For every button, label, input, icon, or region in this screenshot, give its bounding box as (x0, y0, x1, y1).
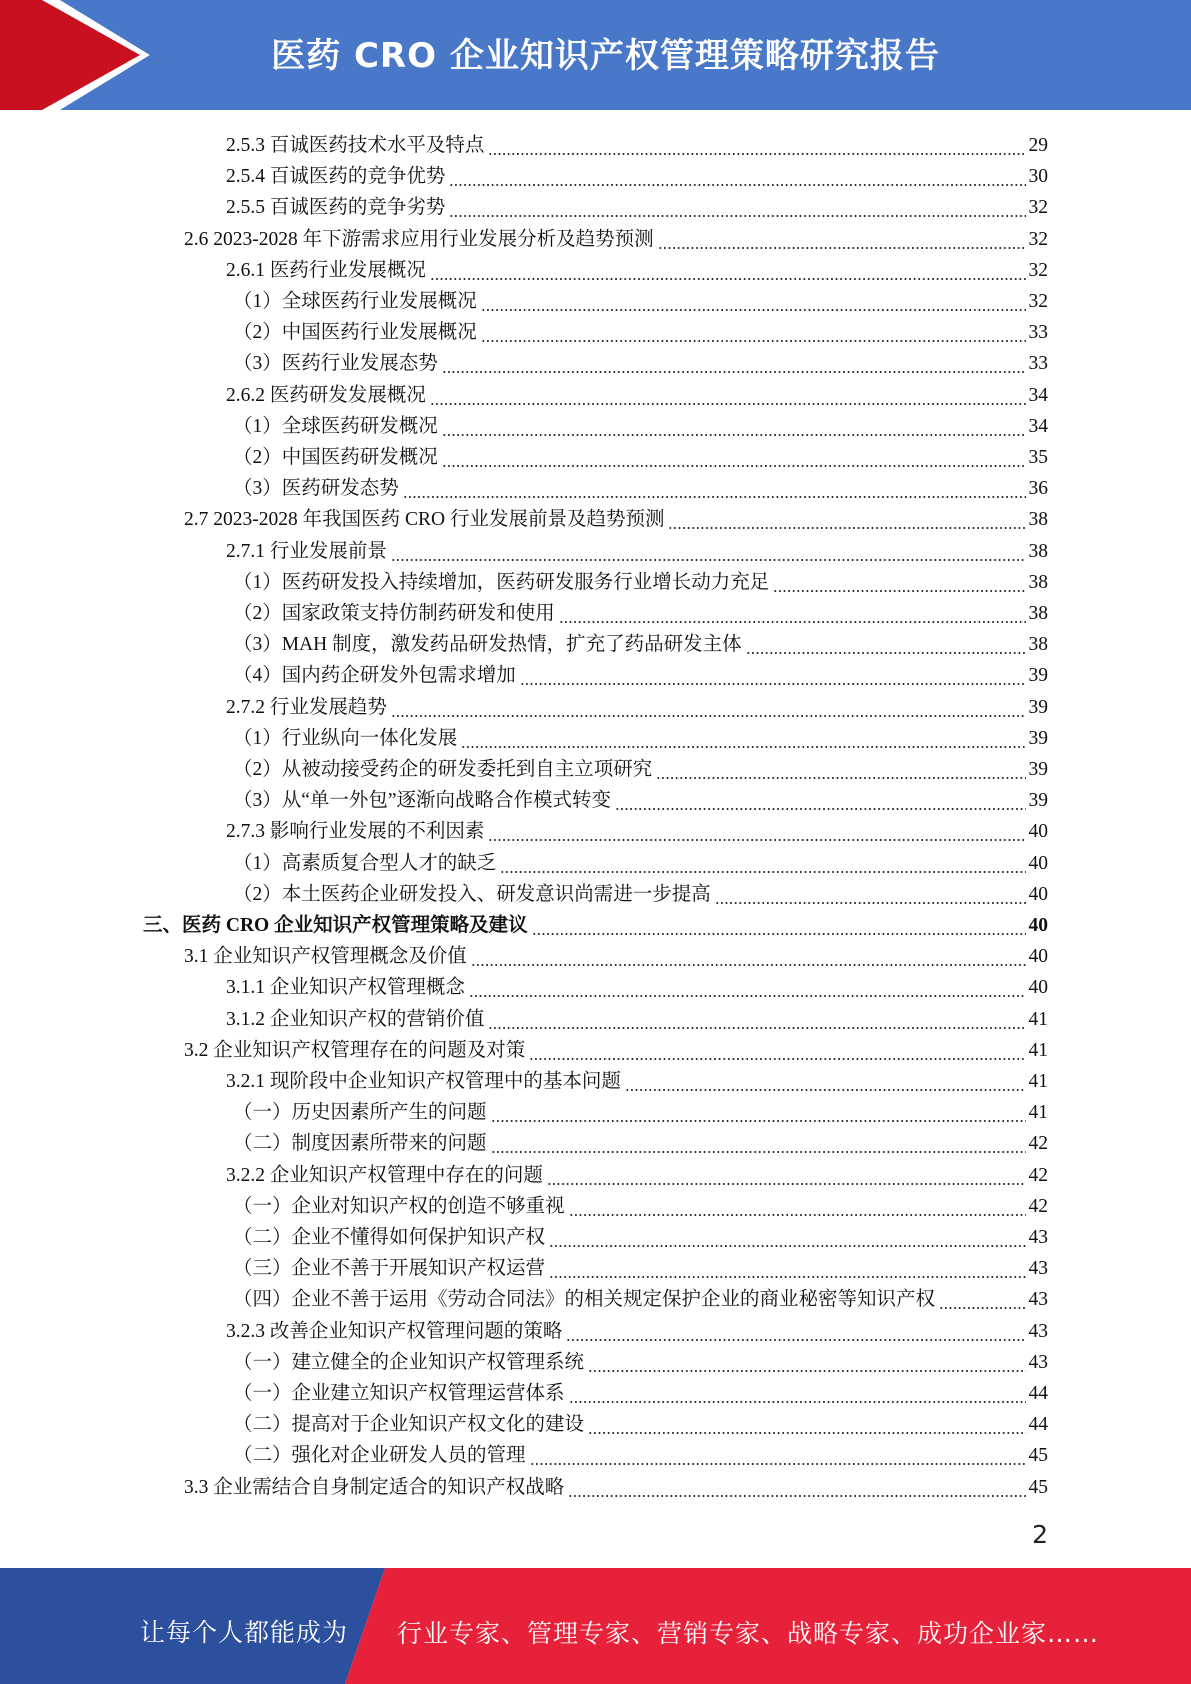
toc-entry-page: 32 (1028, 228, 1048, 250)
toc-dot-leader (391, 696, 1026, 720)
toc-entry[interactable] (184, 1032, 1048, 1063)
toc-entry[interactable] (184, 501, 1048, 532)
toc-dot-leader (430, 384, 1026, 408)
toc-entry[interactable] (226, 377, 1048, 408)
toc-dot-leader (549, 1257, 1025, 1281)
toc-entry[interactable] (226, 969, 1048, 1000)
toc-entry-page: 38 (1028, 634, 1048, 656)
page-footer (0, 1568, 1191, 1684)
toc-entry-title: （三）企业不善于开展知识产权运营 (233, 1258, 546, 1280)
toc-entry[interactable] (233, 782, 1048, 813)
toc-entry-title: 3.1.2 企业知识产权的营销价值 (226, 1008, 485, 1030)
toc-entry-page: 36 (1028, 478, 1048, 500)
toc-entry-title: （一）历史因素所产生的问题 (233, 1102, 487, 1124)
toc-entry-page: 33 (1028, 353, 1048, 375)
toc-dot-leader (588, 1413, 1025, 1437)
toc-entry[interactable] (233, 845, 1048, 876)
page-number: 2 (1032, 1520, 1048, 1549)
toc-entry-page: 43 (1028, 1351, 1048, 1373)
toc-entry-page: 44 (1028, 1414, 1048, 1436)
toc-entry-page: 42 (1028, 1195, 1048, 1217)
toc-entry[interactable] (226, 158, 1048, 189)
toc-dot-leader (500, 852, 1025, 876)
toc-entry-title: 3.2.3 改善企业知识产权管理问题的策略 (226, 1320, 563, 1342)
toc-entry-title: （3）医药研发态势 (233, 478, 399, 500)
toc-entry-title: （2）中国医药研发概况 (233, 447, 438, 468)
toc-entry[interactable] (226, 252, 1048, 283)
toc-entry-page: 40 (1028, 821, 1048, 843)
toc-entry-page: 39 (1028, 665, 1048, 687)
toc-entry-page: 43 (1028, 1289, 1048, 1311)
toc-entry-title: （四）企业不善于运用《劳动合同法》的相关规定保护企业的商业秘密等知识产权 (233, 1289, 936, 1311)
toc-entry-page: 41 (1028, 1071, 1048, 1092)
footer-slogan-right: 行业专家、管理专家、营销专家、战略专家、成功企业家…… (397, 1619, 1100, 1648)
toc-entry[interactable] (226, 689, 1048, 720)
toc-dot-leader (491, 1132, 1026, 1156)
toc-entry[interactable] (233, 470, 1048, 501)
toc-entry[interactable] (233, 626, 1048, 657)
toc-entry-title: （一）企业建立知识产权管理运营体系 (233, 1383, 565, 1404)
toc-entry-page: 42 (1028, 1133, 1048, 1155)
toc-entry-title: （3）从“单一外包”逐渐向战略合作模式转变 (233, 790, 612, 812)
toc-entry-page: 34 (1028, 384, 1048, 406)
toc-entry-title: （二）制度因素所带来的问题 (233, 1133, 487, 1155)
toc-entry-title: 2.6.1 医药行业发展概况 (226, 259, 426, 281)
toc-entry-page: 45 (1028, 1476, 1048, 1498)
toc-entry-page: 32 (1028, 197, 1048, 219)
toc-dot-leader (746, 633, 1026, 657)
toc-entry-title: （1）行业纵向一体化发展 (233, 727, 458, 749)
toc-entry[interactable] (233, 1406, 1048, 1437)
toc-entry-page: 39 (1028, 696, 1048, 718)
toc-entry-title: 2.5.4 百诚医药的竞争优势 (226, 166, 446, 188)
toc-entry[interactable] (233, 657, 1048, 688)
toc-entry-title: （2）从被动接受药企的研发委托到自主立项研究 (233, 759, 653, 780)
toc-dot-leader (588, 1351, 1025, 1375)
toc-entry-page: 38 (1028, 571, 1048, 593)
toc-entry[interactable] (184, 1469, 1048, 1500)
toc-entry-page: 38 (1028, 509, 1048, 531)
toc-dot-leader (430, 259, 1026, 283)
toc-entry-page: 32 (1028, 291, 1048, 312)
toc-entry-title: 2.7.2 行业发展趋势 (226, 696, 387, 718)
toc-entry[interactable] (226, 1313, 1048, 1344)
toc-entry[interactable] (233, 720, 1048, 751)
toc-entry-title: 3.2.1 现阶段中企业知识产权管理中的基本问题 (226, 1071, 621, 1092)
toc-dot-leader (442, 352, 1026, 376)
toc-entry-title: （二）企业不懂得如何保护知识产权 (233, 1227, 546, 1248)
toc-entry-page: 40 (1028, 883, 1048, 905)
toc-entry-page: 29 (1028, 135, 1048, 156)
toc-entry[interactable] (233, 1188, 1048, 1219)
toc-entry-page: 35 (1028, 447, 1048, 468)
toc-entry[interactable] (184, 938, 1048, 969)
toc-entry-title: （4）国内药企研发外包需求增加 (233, 665, 516, 687)
toc-dot-leader (520, 664, 1026, 688)
toc-entry-page: 33 (1028, 322, 1048, 344)
toc-entry-title: 三、医药 CRO 企业知识产权管理策略及建议 (143, 915, 528, 936)
toc-entry[interactable] (233, 876, 1048, 907)
toc-entry-page: 40 (1028, 852, 1048, 874)
toc-entry[interactable] (233, 1125, 1048, 1156)
toc-dot-leader (488, 820, 1025, 844)
toc-dot-leader (773, 571, 1025, 595)
toc-entry-title: （2）国家政策支持仿制药研发和使用 (233, 603, 555, 624)
toc-dot-leader (939, 1288, 1025, 1312)
toc-entry-page: 41 (1028, 1039, 1048, 1061)
toc-entry-title: （二）提高对于企业知识产权文化的建设 (233, 1414, 585, 1436)
toc-dot-leader (656, 758, 1025, 782)
toc-entry[interactable] (233, 595, 1048, 626)
toc-entry[interactable] (233, 1219, 1048, 1250)
toc-dot-leader (549, 1226, 1025, 1250)
toc-entry[interactable] (233, 314, 1048, 345)
toc-entry-page: 40 (1028, 946, 1048, 968)
toc-entry-page: 40 (1028, 977, 1048, 999)
toc-entry-title: 2.7.1 行业发展前景 (226, 540, 387, 562)
toc-entry[interactable] (226, 1157, 1048, 1188)
toc-entry-page: 42 (1028, 1164, 1048, 1186)
toc-entry-page: 43 (1028, 1258, 1048, 1280)
toc-dot-leader (391, 540, 1026, 564)
toc-entry-page: 44 (1028, 1383, 1048, 1404)
toc-entry-title: 3.1 企业知识产权管理概念及价值 (184, 946, 467, 968)
toc-entry[interactable] (233, 751, 1048, 782)
toc-entry-title: 3.2.2 企业知识产权管理中存在的问题 (226, 1164, 543, 1186)
toc-entry-title: 2.7 2023-2028 年我国医药 CRO 行业发展前景及趋势预测 (184, 509, 665, 531)
toc-entry[interactable] (233, 439, 1048, 470)
toc-dot-leader (568, 1476, 1025, 1500)
toc-entry[interactable] (233, 1250, 1048, 1281)
toc-entry-title: （1）全球医药研发概况 (233, 415, 438, 437)
toc-dot-leader (668, 508, 1025, 532)
toc-entry-title: （3）MAH 制度，激发药品研发热情，扩充了药品研发主体 (233, 634, 742, 656)
toc-dot-leader (715, 883, 1026, 907)
toc-entry[interactable] (233, 564, 1048, 595)
toc-entry[interactable] (226, 1001, 1048, 1032)
toc-entry[interactable] (233, 345, 1048, 376)
toc-dot-leader (569, 1195, 1026, 1219)
footer-slogan-left: 让每个人都能成为 (140, 1618, 349, 1647)
toc-entry[interactable] (226, 533, 1048, 564)
toc-entry[interactable] (184, 221, 1048, 252)
toc-dot-leader (481, 290, 1026, 314)
toc-entry-page: 38 (1028, 540, 1048, 562)
report-title: 医药 CRO 企业知识产权管理策略研究报告 (271, 36, 940, 76)
page-header (0, 0, 1191, 110)
toc-entry[interactable] (233, 1094, 1048, 1125)
toc-entry-title: （一）建立健全的企业知识产权管理系统 (233, 1351, 585, 1373)
toc-entry-title: （2）本土医药企业研发投入、研发意识尚需进一步提高 (233, 883, 711, 905)
toc-dot-leader (442, 446, 1026, 470)
toc-dot-leader (449, 196, 1025, 220)
toc-entry-page: 41 (1028, 1102, 1048, 1124)
toc-entry-title: 2.6 2023-2028 年下游需求应用行业发展分析及趋势预测 (184, 228, 654, 250)
toc-entry-title: 2.7.3 影响行业发展的不利因素 (226, 821, 485, 843)
toc-dot-leader (488, 1008, 1025, 1032)
toc-dot-leader (449, 165, 1025, 189)
toc-entry-title: 2.5.3 百诚医药技术水平及特点 (226, 135, 485, 156)
toc-dot-leader (481, 321, 1026, 345)
toc-dot-leader (488, 134, 1025, 158)
toc-entry-title: （一）企业对知识产权的创造不够重视 (233, 1195, 565, 1217)
toc-entry-title: （1）高素质复合型人才的缺乏 (233, 852, 497, 874)
toc-dot-leader (615, 789, 1025, 813)
toc-entry[interactable] (233, 283, 1048, 314)
toc-entry-page: 30 (1028, 166, 1048, 188)
toc-entry-title: （1）医药研发投入持续增加，医药研发服务行业增长动力充足 (233, 571, 770, 593)
toc-dot-leader (559, 602, 1026, 626)
toc-entry-title: 3.2 企业知识产权管理存在的问题及对策 (184, 1039, 526, 1061)
toc-entry[interactable] (226, 189, 1048, 220)
toc-entry-title: （2）中国医药行业发展概况 (233, 322, 477, 344)
toc-entry[interactable] (226, 813, 1048, 844)
toc-entry-page: 34 (1028, 415, 1048, 437)
toc-entry-page: 39 (1028, 727, 1048, 749)
toc-entry[interactable] (143, 907, 1048, 938)
toc-dot-leader (403, 477, 1026, 501)
toc-entry-page: 39 (1028, 790, 1048, 812)
toc-entry[interactable] (233, 1344, 1048, 1375)
toc-dot-leader (658, 228, 1026, 252)
toc-entry[interactable] (233, 1281, 1048, 1312)
toc-entry-page: 41 (1028, 1008, 1048, 1030)
toc-entry-page: 45 (1028, 1445, 1048, 1467)
toc-entry-page: 32 (1028, 259, 1048, 281)
toc-entry-page: 38 (1028, 603, 1048, 624)
toc-entry-title: （1）全球医药行业发展概况 (233, 291, 477, 312)
toc-entry-page: 43 (1028, 1227, 1048, 1248)
toc-dot-leader (529, 1039, 1025, 1063)
toc-dot-leader (532, 914, 1026, 938)
toc-entry-title: （3）医药行业发展态势 (233, 353, 438, 375)
toc-entry[interactable] (233, 1437, 1048, 1468)
toc-entry-page: 43 (1028, 1320, 1048, 1342)
toc-dot-leader (491, 1101, 1026, 1125)
toc-dot-leader (530, 1444, 1026, 1468)
toc-entry-title: 2.6.2 医药研发发展概况 (226, 384, 426, 406)
toc-entry[interactable] (233, 408, 1048, 439)
toc-dot-leader (442, 415, 1026, 439)
toc-entry[interactable] (226, 127, 1048, 158)
toc-dot-leader (461, 727, 1025, 751)
toc-dot-leader (547, 1164, 1026, 1188)
toc-entry[interactable] (233, 1375, 1048, 1406)
toc-entry-title: 2.5.5 百诚医药的竞争劣势 (226, 197, 446, 219)
toc-entry-title: 3.3 企业需结合自身制定适合的知识产权战略 (184, 1476, 565, 1498)
toc-entry-page: 40 (1028, 915, 1048, 936)
toc-entry-title: （二）强化对企业研发人员的管理 (233, 1445, 526, 1467)
toc-dot-leader (569, 1382, 1026, 1406)
toc-entry[interactable] (226, 1063, 1048, 1094)
toc-dot-leader (471, 945, 1026, 969)
toc-dot-leader (566, 1320, 1025, 1344)
toc-dot-leader (469, 976, 1026, 1000)
toc-entry-title: 3.1.1 企业知识产权管理概念 (226, 977, 465, 999)
toc-entry-page: 39 (1028, 759, 1048, 780)
toc-dot-leader (625, 1070, 1026, 1094)
